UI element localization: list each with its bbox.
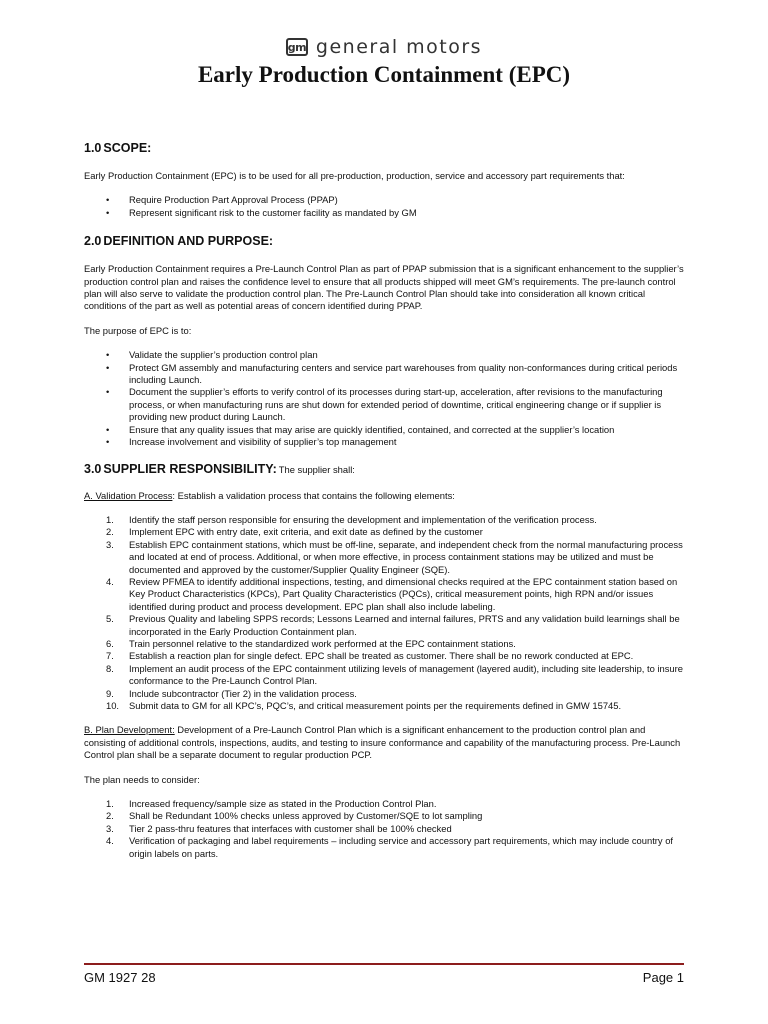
list-item [106,662,684,688]
list-item [106,687,684,700]
item-number: 6. [106,637,114,649]
validation-intro [84,490,684,502]
definition-paragraph: Early Production Containment requires a Pre-Launch Control Plan as part of PPAP submission that is a significant enhancement to the supplier’s production control plan and raises the confidence level to ensure that all products shipped will meet GM’s requirements. The pre-launch control plan will also serve to validate the production control plan. The Pre-Launch Control Plan should take into consideration all known critical conditions of the part as well as potential areas of concern identified during PPAP. [84,263,684,312]
list-item [106,513,684,526]
validation-label: A. Validation Process [84,489,173,501]
item-number: 4. [106,835,114,847]
item-text: Implement EPC with entry date, exit criteria, and exit date as defined by the customer [129,526,483,538]
item-text: Verification of packaging and label requirements – including service and accessory part requirements, which may include country of origin labels on parts. [129,835,674,859]
validation-numbered-list [84,514,684,713]
footer-rule [84,963,684,965]
item-text: Establish a reaction plan for single defect. EPC shall be treated as customer. There shall be no rework conducted at EPC. [129,650,634,662]
list-item [106,613,684,638]
item-number: 1. [106,513,114,525]
item-number: 9. [106,687,114,699]
section-responsibility-heading [84,461,684,478]
section-number: 2.0 [84,234,102,249]
item-number: 1. [106,798,114,810]
plan-numbered-list [84,798,684,860]
item-number: 8. [106,662,114,674]
section-number: 3.0 [84,461,102,476]
item-text: Increased frequency/sample size as stated in the Production Control Plan. [129,798,437,810]
document-body [84,140,684,860]
validation-text: : Establish a validation process that contains the following elements: [172,489,455,501]
list-item [106,798,684,810]
item-text: Submit data to GM for all KPC’s, PQC’s, and critical measurement points per the requirements defined in GMW 15745. [129,700,622,711]
list-item: • Validate the supplier’s production control plan [129,349,684,361]
list-item: • Require Production Part Approval Process (PPAP) [129,194,684,206]
list-item [106,650,684,662]
item-text: Tier 2 pass-thru features that interfaces with customer shall be 100% checked [129,822,452,834]
plan-text: Development of a Pre-Launch Control Plan which is a significant enhancement to the production control plan and consisting of additional controls, inspections, audits, and testing to insure conformance and capability of the manufacturing process. Pre-Launch Control plan shall be a separate document to regular production PCP. [84,724,681,761]
list-item [106,538,684,576]
list-item [106,822,684,835]
section-subtitle: The supplier shall: [278,463,355,475]
brand-header [0,36,768,58]
item-text: Review PFMEA to identify additional inspections, testing, and dimensional checks required at the EPC containment station based on Key Product Characteristics (KPCs), Part Quality Characteristics (PQCs), critical measurement points, high RPN and/or issues identified during product and process development. EPC plan shall also include labeling. [129,575,678,612]
section-title: SUPPLIER RESPONSIBILITY: [103,461,277,476]
section-number: 1.0 [84,141,102,155]
scope-bullet-list [84,194,684,219]
brand-name: general motors [315,36,483,58]
item-text: Establish EPC containment stations, which must be off-line, separate, and independent check from the normal manufacturing process and located at end of process. Additional, or when more effective, in process containment stations may be utilized and must be documented and approved by the customer/Supplier Quality Engineer (SQE). [129,538,683,575]
list-item: • Represent significant risk to the customer facility as mandated by GM [129,207,684,219]
item-text: Implement an audit process of the EPC containment utilizing levels of management (layered audit), including site leadership, to insure conformance to the Pre-Launch Control Plan. [129,662,683,687]
section-title: DEFINITION AND PURPOSE: [103,234,274,249]
item-number: 7. [106,650,114,662]
plan-development-paragraph [84,724,684,761]
item-number: 3. [106,538,114,550]
plan-consider-intro: The plan needs to consider: [84,773,200,785]
page-number: Page 1 [642,970,684,985]
purpose-bullet-list [84,349,684,448]
item-number: 5. [106,613,114,625]
list-item [106,526,684,538]
list-item: • Protect GM assembly and manufacturing centers and service part warehouses from quality non-conformances during critical periods including Launch. [129,362,684,387]
list-item: • Document the supplier’s efforts to verify control of its processes during start-up, acceleration, after revisions to the manufacturing process, or when manufacturing runs are shut down for extended period of downtime, critical engineering change or if supplier is providing new product during Launch. [129,386,684,423]
section-definition-heading [84,233,684,249]
page-footer [84,970,684,985]
item-number: 10. [106,700,120,711]
list-item [106,810,684,822]
item-text: Shall be Redundant 100% checks unless approved by Customer/SQE to lot sampling [129,810,483,822]
list-item: • Ensure that any quality issues that may arise are quickly identified, contained, and corrected at the supplier’s location [129,424,684,436]
scope-intro: Early Production Containment (EPC) is to be used for all pre-production, production, service and accessory part requirements that: [84,170,625,181]
item-text: Previous Quality and labeling SPPS records; Lessons Learned and internal failures, PRTS and any validation build learnings shall be incorporated in the Early Production Containment plan. [129,613,680,637]
list-item [106,575,684,613]
list-item: • Increase involvement and visibility of supplier’s top management [129,436,684,448]
item-text: Identify the staff person responsible for ensuring the development and implementation of the verification process. [129,513,597,525]
plan-label: B. Plan Development: [84,724,175,736]
item-text: Include subcontractor (Tier 2) in the validation process. [129,687,357,699]
item-number: 3. [106,822,114,834]
document-title: Early Production Containment (EPC) [197,62,571,87]
list-item [106,637,684,650]
section-scope-heading [84,140,684,156]
gm-logo-mark: gm [287,40,307,54]
item-number: 4. [106,575,114,587]
document-number: GM 1927 28 [84,970,156,985]
item-text: Train personnel relative to the standardized work performed at the EPC containment stations. [129,637,516,649]
list-item [106,700,684,712]
item-number: 2. [106,526,114,538]
purpose-intro: The purpose of EPC is to: [84,324,192,336]
item-number: 2. [106,810,114,822]
list-item [106,835,684,860]
gm-logo-icon [286,38,308,56]
section-title: SCOPE: [103,141,152,155]
